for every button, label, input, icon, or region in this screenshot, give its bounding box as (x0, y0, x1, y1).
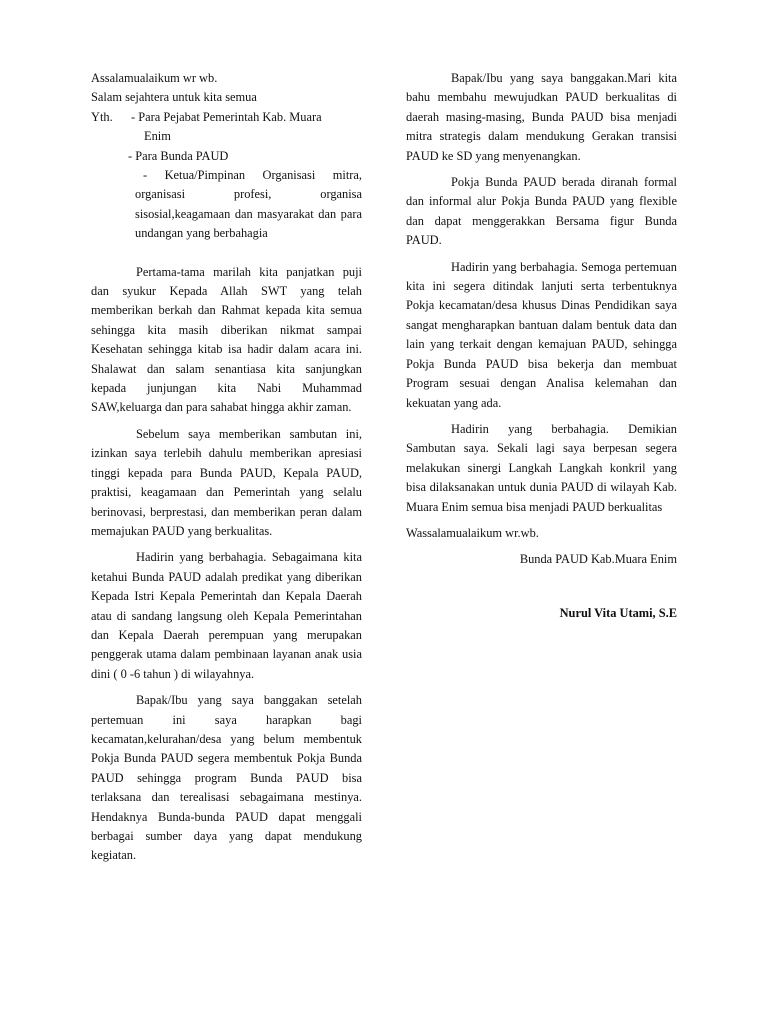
addressee-bunda-paud: - Para Bunda PAUD (128, 148, 229, 163)
left-column (91, 69, 362, 866)
greeting-salam: Assalamualaikum wr wb. (91, 71, 218, 85)
addressee-organisasi: - Ketua/Pimpinan Organisasi mitra, organisasi profesi, organisa sisosial,keagamaan dan masyarakat dan para undangan yang berbahagia (135, 168, 362, 241)
paragraph-mitra: Bapak/Ibu yang saya banggakan.Mari kita bahu membahu mewujudkan PAUD berkualitas di daerah masing-masing, Bunda PAUD bisa menjadi mitra strategis dalam mendukung Gerakan transisi PAUD ke SD yang menyenangkan. (406, 71, 677, 163)
paragraph-apresiasi: Sebelum saya memberikan sambutan ini, izinkan saya terlebih dahulu memberikan apresiasi tinggi kepada para Bunda PAUD, Kepala PAUD, praktisi, keagamaan dan Pemerintah yang selalu berinovasi, berprestasi, dan memberikan peran dalam memajukan PAUD yang berkualitas. (91, 426, 362, 538)
right-column (406, 69, 677, 623)
paragraph-harapan: Hadirin yang berbahagia. Semoga pertemuan kita ini segera ditindak lanjuti serta terbentuknya Pokja kecamatan/desa khusus Dinas Pendidikan saya sangat mengharapkan bantuan dalam bentuk data dan lain yang terkait dengan kemajuan PAUD, sehingga Pokja Bunda PAUD bisa bekerja dan membuat Program sesuai dengan Analisa kelemahan dan kekuatan yang ada. (406, 259, 677, 410)
greeting-sejahtera: Salam sejahtera untuk kita semua (91, 90, 257, 105)
paragraph-bunda-paud: Hadirin yang berbahagia. Sebagaimana kita ketahui Bunda PAUD adalah predikat yang diberikan Kepada Istri Kepala Pemerintah dan Kepala Daerah atau di sandang langsung oleh Kepala Pemerintahan dan Kepala Daerah perempuan yang merupakan penggerak utama dalam pembinaan layanan anak usia dini ( 0 -6 tahun ) di wilayahnya. (91, 550, 362, 681)
paragraph-pokja: Bapak/Ibu yang saya banggakan setelah pertemuan ini saya harapkan bagi kecamatan,kelurahan/desa yang belum membentuk Pokja Bunda PAUD segera membentuk Pokja Bunda PAUD sehingga program Bunda PAUD bisa terlaksana dan terealisasi sebagaimana mestinya. Hendaknya Bunda-bunda PAUD dapat menggali berbagai sumber daya yang dapat mendukung kegiatan. (91, 693, 362, 863)
addressee-pejabat-continuation: Enim (144, 129, 171, 144)
closing-salam: Wassalamualaikum wr.wb. (406, 525, 539, 540)
signer-organization: Bunda PAUD Kab.Muara Enim (519, 552, 677, 567)
paragraph-ranah: Pokja Bunda PAUD berada diranah formal dan informal alur Pokja Bunda PAUD yang flexible dan dapat menggerakkan Bersama figur Bunda PAUD. (406, 175, 677, 248)
paragraph-penutup: Hadirin yang berbahagia. Demikian Sambutan saya. Sekali lagi saya berpesan segera melakukan sinergi Langkah Langkah konkril yang bisa dilaksanakan untuk dunia PAUD di wilayah Kab. Muara Enim semua bisa menjadi PAUD berkualitas (406, 421, 677, 514)
addressee-label: Yth. (91, 109, 113, 124)
signer-name: Nurul Vita Utami, S.E (559, 605, 677, 620)
paragraph-opening: Pertama-tama marilah kita panjatkan puji dan syukur Kepada Allah SWT yang telah memberikan berkah dan Rahmat kepada kita semua sehingga kita masih diberikan nikmat sampai Kesehatan sehingga kitab isa hadir dalam acara ini. Shalawat dan salam senantiasa kita sanjungkan kepada junjungan kita Nabi Muhammad SAW,keluarga dan para sahabat hingga akhir zaman. (91, 264, 362, 415)
addressee-row (91, 108, 362, 127)
addressee-pejabat: - Para Pejabat Pemerintah Kab. Muara (131, 109, 322, 124)
